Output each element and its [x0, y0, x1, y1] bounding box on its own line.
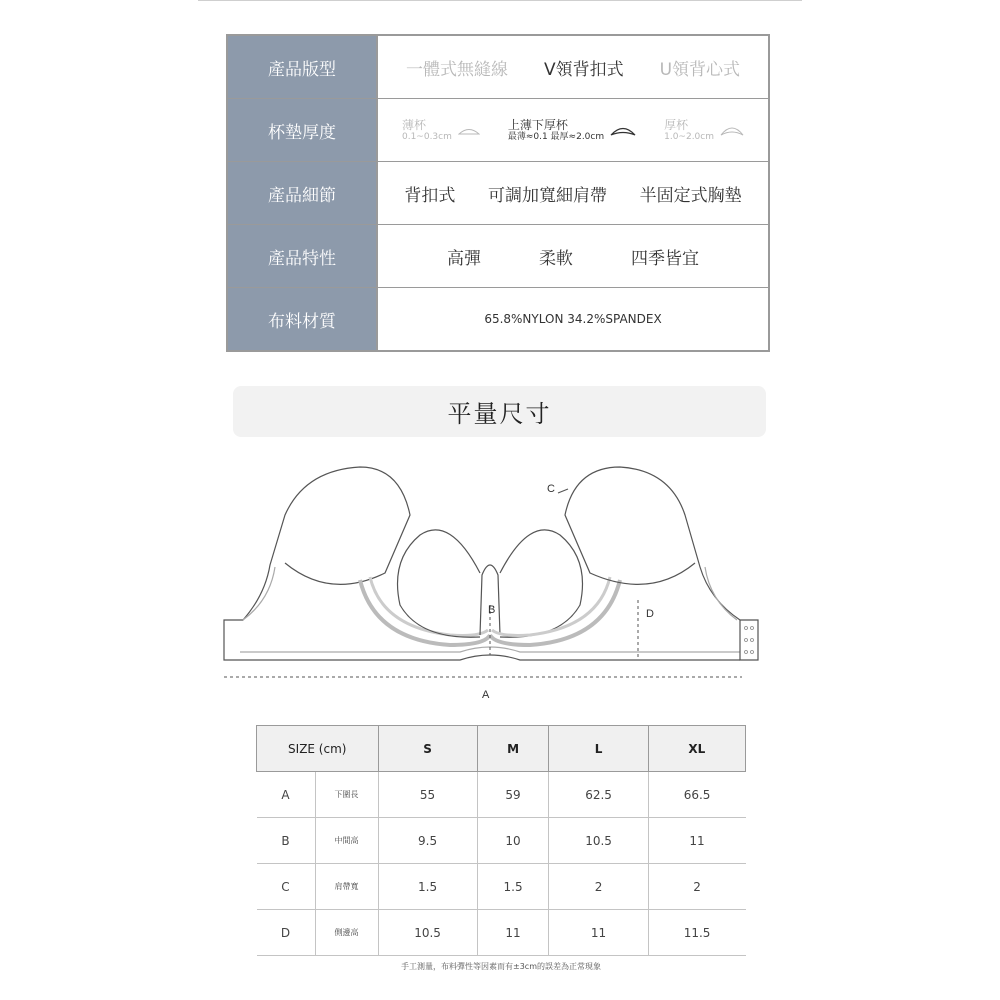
- cell-value: 1.5: [378, 864, 477, 910]
- spec-row-style: [228, 36, 768, 98]
- table-row: [257, 910, 746, 956]
- cell-value: 62.5: [549, 772, 648, 818]
- spec-table: [226, 34, 770, 352]
- trait-elastic: 高彈: [447, 248, 481, 269]
- cell-value: 11: [549, 910, 648, 956]
- spec-row-traits: [228, 224, 768, 287]
- spec-header: 產品特性: [228, 225, 378, 287]
- thickness-thin: [402, 119, 480, 142]
- diagram-label-b: B: [488, 604, 496, 616]
- thickness-thick: [664, 119, 744, 142]
- trait-all-season: 四季皆宜: [631, 248, 699, 269]
- cell-value: 10: [477, 818, 549, 864]
- cell-value: 2: [648, 864, 745, 910]
- size-table: [256, 725, 746, 956]
- cell-value: 11.5: [648, 910, 745, 956]
- trait-soft: 柔軟: [539, 248, 573, 269]
- table-row: [257, 818, 746, 864]
- style-option-v-neck: V領背扣式: [543, 59, 624, 80]
- spec-header: 產品細節: [228, 162, 378, 224]
- cell-value: 1.5: [477, 864, 549, 910]
- detail-back-clasp: 背扣式: [404, 185, 456, 206]
- row-desc: 側邊高: [315, 910, 378, 956]
- thickness-range: 1.0~2.0cm: [664, 131, 714, 142]
- size-caption: SIZE (cm): [257, 726, 379, 772]
- cell-value: 9.5: [378, 818, 477, 864]
- spec-row-details: [228, 161, 768, 224]
- spec-row-fabric: [228, 287, 768, 350]
- graded-pad-icon: [610, 124, 636, 136]
- thick-pad-icon: [720, 124, 744, 136]
- row-letter: C: [257, 864, 316, 910]
- row-desc: 中間高: [315, 818, 378, 864]
- bra-measurement-diagram: [210, 455, 800, 705]
- detail-semi-fixed-pads: 半固定式胸墊: [639, 185, 742, 206]
- section-title: 平量尺寸: [447, 400, 552, 428]
- diagram-label-d: D: [646, 608, 654, 620]
- spec-header: 杯墊厚度: [228, 99, 378, 161]
- row-desc: 下圍長: [315, 772, 378, 818]
- table-row: [257, 864, 746, 910]
- thickness-name: 薄杯: [401, 117, 426, 132]
- table-row: [257, 772, 746, 818]
- cell-value: 59: [477, 772, 549, 818]
- spec-header: 布料材質: [228, 288, 378, 350]
- cell-value: 11: [477, 910, 549, 956]
- size-col-m: M: [477, 726, 549, 772]
- style-option-u-neck: U領背心式: [659, 59, 741, 80]
- thickness-range: 最薄≈0.1 最厚≈2.0cm: [507, 131, 605, 142]
- spec-row-thickness: [228, 98, 768, 161]
- size-col-s: S: [378, 726, 477, 772]
- detail-adjustable-straps: 可調加寬細肩帶: [487, 185, 607, 206]
- cell-value: 10.5: [549, 818, 648, 864]
- section-banner: [233, 386, 766, 437]
- size-col-xl: XL: [648, 726, 745, 772]
- thickness-graded: [508, 119, 636, 142]
- style-option-seamless: 一體式無縫線: [405, 59, 508, 80]
- cell-value: 10.5: [378, 910, 477, 956]
- top-divider: [198, 0, 802, 1]
- row-letter: B: [257, 818, 316, 864]
- row-letter: A: [257, 772, 316, 818]
- diagram-label-c: C: [547, 483, 555, 495]
- cell-value: 55: [378, 772, 477, 818]
- thickness-name: 厚杯: [664, 117, 689, 132]
- diagram-label-a: A: [482, 689, 490, 701]
- fabric-composition: 65.8%NYLON 34.2%SPANDEX: [484, 312, 662, 326]
- cell-value: 66.5: [648, 772, 745, 818]
- measurement-note: 手工測量，布料彈性等因素而有±3cm的誤差為正常現象: [401, 962, 601, 971]
- size-col-l: L: [549, 726, 648, 772]
- row-letter: D: [257, 910, 316, 956]
- thickness-range: 0.1~0.3cm: [401, 131, 452, 142]
- cell-value: 2: [549, 864, 648, 910]
- thin-pad-icon: [458, 125, 480, 135]
- cell-value: 11: [648, 818, 745, 864]
- thickness-name: 上薄下厚杯: [507, 117, 568, 132]
- row-desc: 肩帶寬: [315, 864, 378, 910]
- spec-header: 產品版型: [228, 36, 378, 98]
